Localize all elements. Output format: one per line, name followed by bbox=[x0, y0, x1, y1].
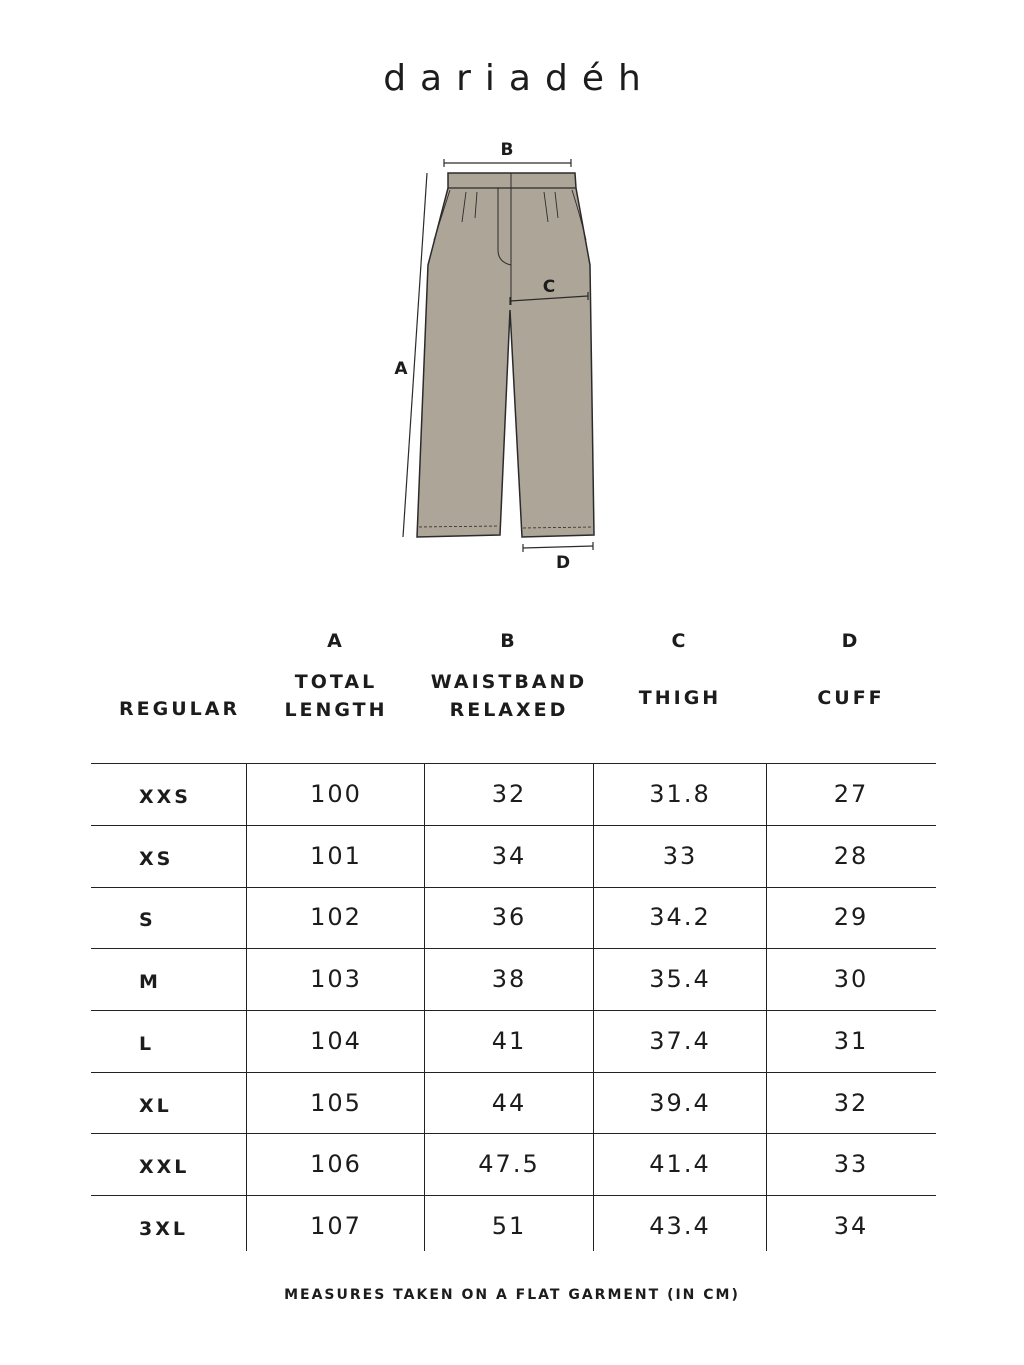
cell-cuff: 29 bbox=[833, 903, 869, 931]
cell-thigh: 34.2 bbox=[649, 903, 711, 931]
table-line bbox=[91, 1010, 936, 1011]
col-letter-d: D bbox=[841, 630, 861, 652]
cell-thigh: 33 bbox=[662, 842, 698, 870]
label-b: B bbox=[500, 140, 514, 160]
col-name-line: RELAXED bbox=[449, 699, 569, 721]
col-letter-b: B bbox=[500, 630, 518, 652]
size-label: 3XL bbox=[139, 1218, 188, 1240]
table-line bbox=[91, 1195, 936, 1196]
label-d: D bbox=[555, 553, 571, 573]
size-label: S bbox=[139, 909, 156, 931]
cell-thigh: 35.4 bbox=[649, 965, 711, 993]
cell-thigh: 37.4 bbox=[649, 1027, 711, 1055]
trousers-shape bbox=[417, 173, 594, 537]
row-header-regular: REGULAR bbox=[119, 698, 241, 720]
col-name-cuff: CUFF bbox=[817, 687, 885, 709]
col-name-line: WAISTBAND bbox=[430, 671, 588, 693]
table-line bbox=[91, 1133, 936, 1134]
size-label: XS bbox=[139, 848, 174, 870]
cell-waistband: 44 bbox=[491, 1089, 527, 1117]
col-name-thigh: THIGH bbox=[638, 687, 722, 709]
trousers-illustration bbox=[380, 130, 640, 580]
table-line bbox=[91, 1072, 936, 1073]
label-a: A bbox=[394, 359, 408, 379]
cell-cuff: 28 bbox=[833, 842, 869, 870]
cell-thigh: 43.4 bbox=[649, 1212, 711, 1240]
col-name-waistband-relaxed bbox=[424, 668, 594, 724]
trousers-diagram bbox=[380, 130, 640, 580]
cell-cuff: 33 bbox=[833, 1150, 869, 1178]
cell-waistband: 32 bbox=[491, 780, 527, 808]
cell-waistband: 34 bbox=[491, 842, 527, 870]
cell-waistband: 47.5 bbox=[478, 1150, 540, 1178]
cell-total-length: 101 bbox=[310, 842, 362, 870]
cell-cuff: 31 bbox=[833, 1027, 869, 1055]
cell-total-length: 102 bbox=[310, 903, 362, 931]
cell-thigh: 31.8 bbox=[649, 780, 711, 808]
table-line bbox=[91, 763, 936, 764]
cell-waistband: 51 bbox=[491, 1212, 527, 1240]
table-line bbox=[91, 948, 936, 949]
size-label: XXL bbox=[139, 1156, 190, 1178]
cell-cuff: 32 bbox=[833, 1089, 869, 1117]
size-label: M bbox=[139, 971, 161, 993]
cell-total-length: 103 bbox=[310, 965, 362, 993]
brand-logo: dariadéh bbox=[383, 58, 655, 99]
table-line bbox=[91, 825, 936, 826]
label-c: C bbox=[542, 277, 556, 297]
cell-cuff: 27 bbox=[833, 780, 869, 808]
cell-total-length: 105 bbox=[310, 1089, 362, 1117]
cell-thigh: 41.4 bbox=[649, 1150, 711, 1178]
measurement-footnote: MEASURES TAKEN ON A FLAT GARMENT (IN CM) bbox=[284, 1287, 740, 1303]
cell-waistband: 38 bbox=[491, 965, 527, 993]
cell-total-length: 106 bbox=[310, 1150, 362, 1178]
col-name-total-length bbox=[246, 668, 426, 724]
cell-thigh: 39.4 bbox=[649, 1089, 711, 1117]
col-letter-c: C bbox=[671, 630, 689, 652]
cell-waistband: 41 bbox=[491, 1027, 527, 1055]
col-name-line: LENGTH bbox=[284, 699, 388, 721]
size-label: XXS bbox=[139, 786, 191, 808]
size-label: XL bbox=[139, 1095, 172, 1117]
col-name-line: TOTAL bbox=[294, 671, 378, 693]
size-label: L bbox=[139, 1033, 155, 1055]
table-line bbox=[91, 887, 936, 888]
col-letter-a: A bbox=[327, 630, 345, 652]
cell-total-length: 107 bbox=[310, 1212, 362, 1240]
cell-total-length: 100 bbox=[310, 780, 362, 808]
cell-total-length: 104 bbox=[310, 1027, 362, 1055]
cell-cuff: 30 bbox=[833, 965, 869, 993]
cell-cuff: 34 bbox=[833, 1212, 869, 1240]
cell-waistband: 36 bbox=[491, 903, 527, 931]
